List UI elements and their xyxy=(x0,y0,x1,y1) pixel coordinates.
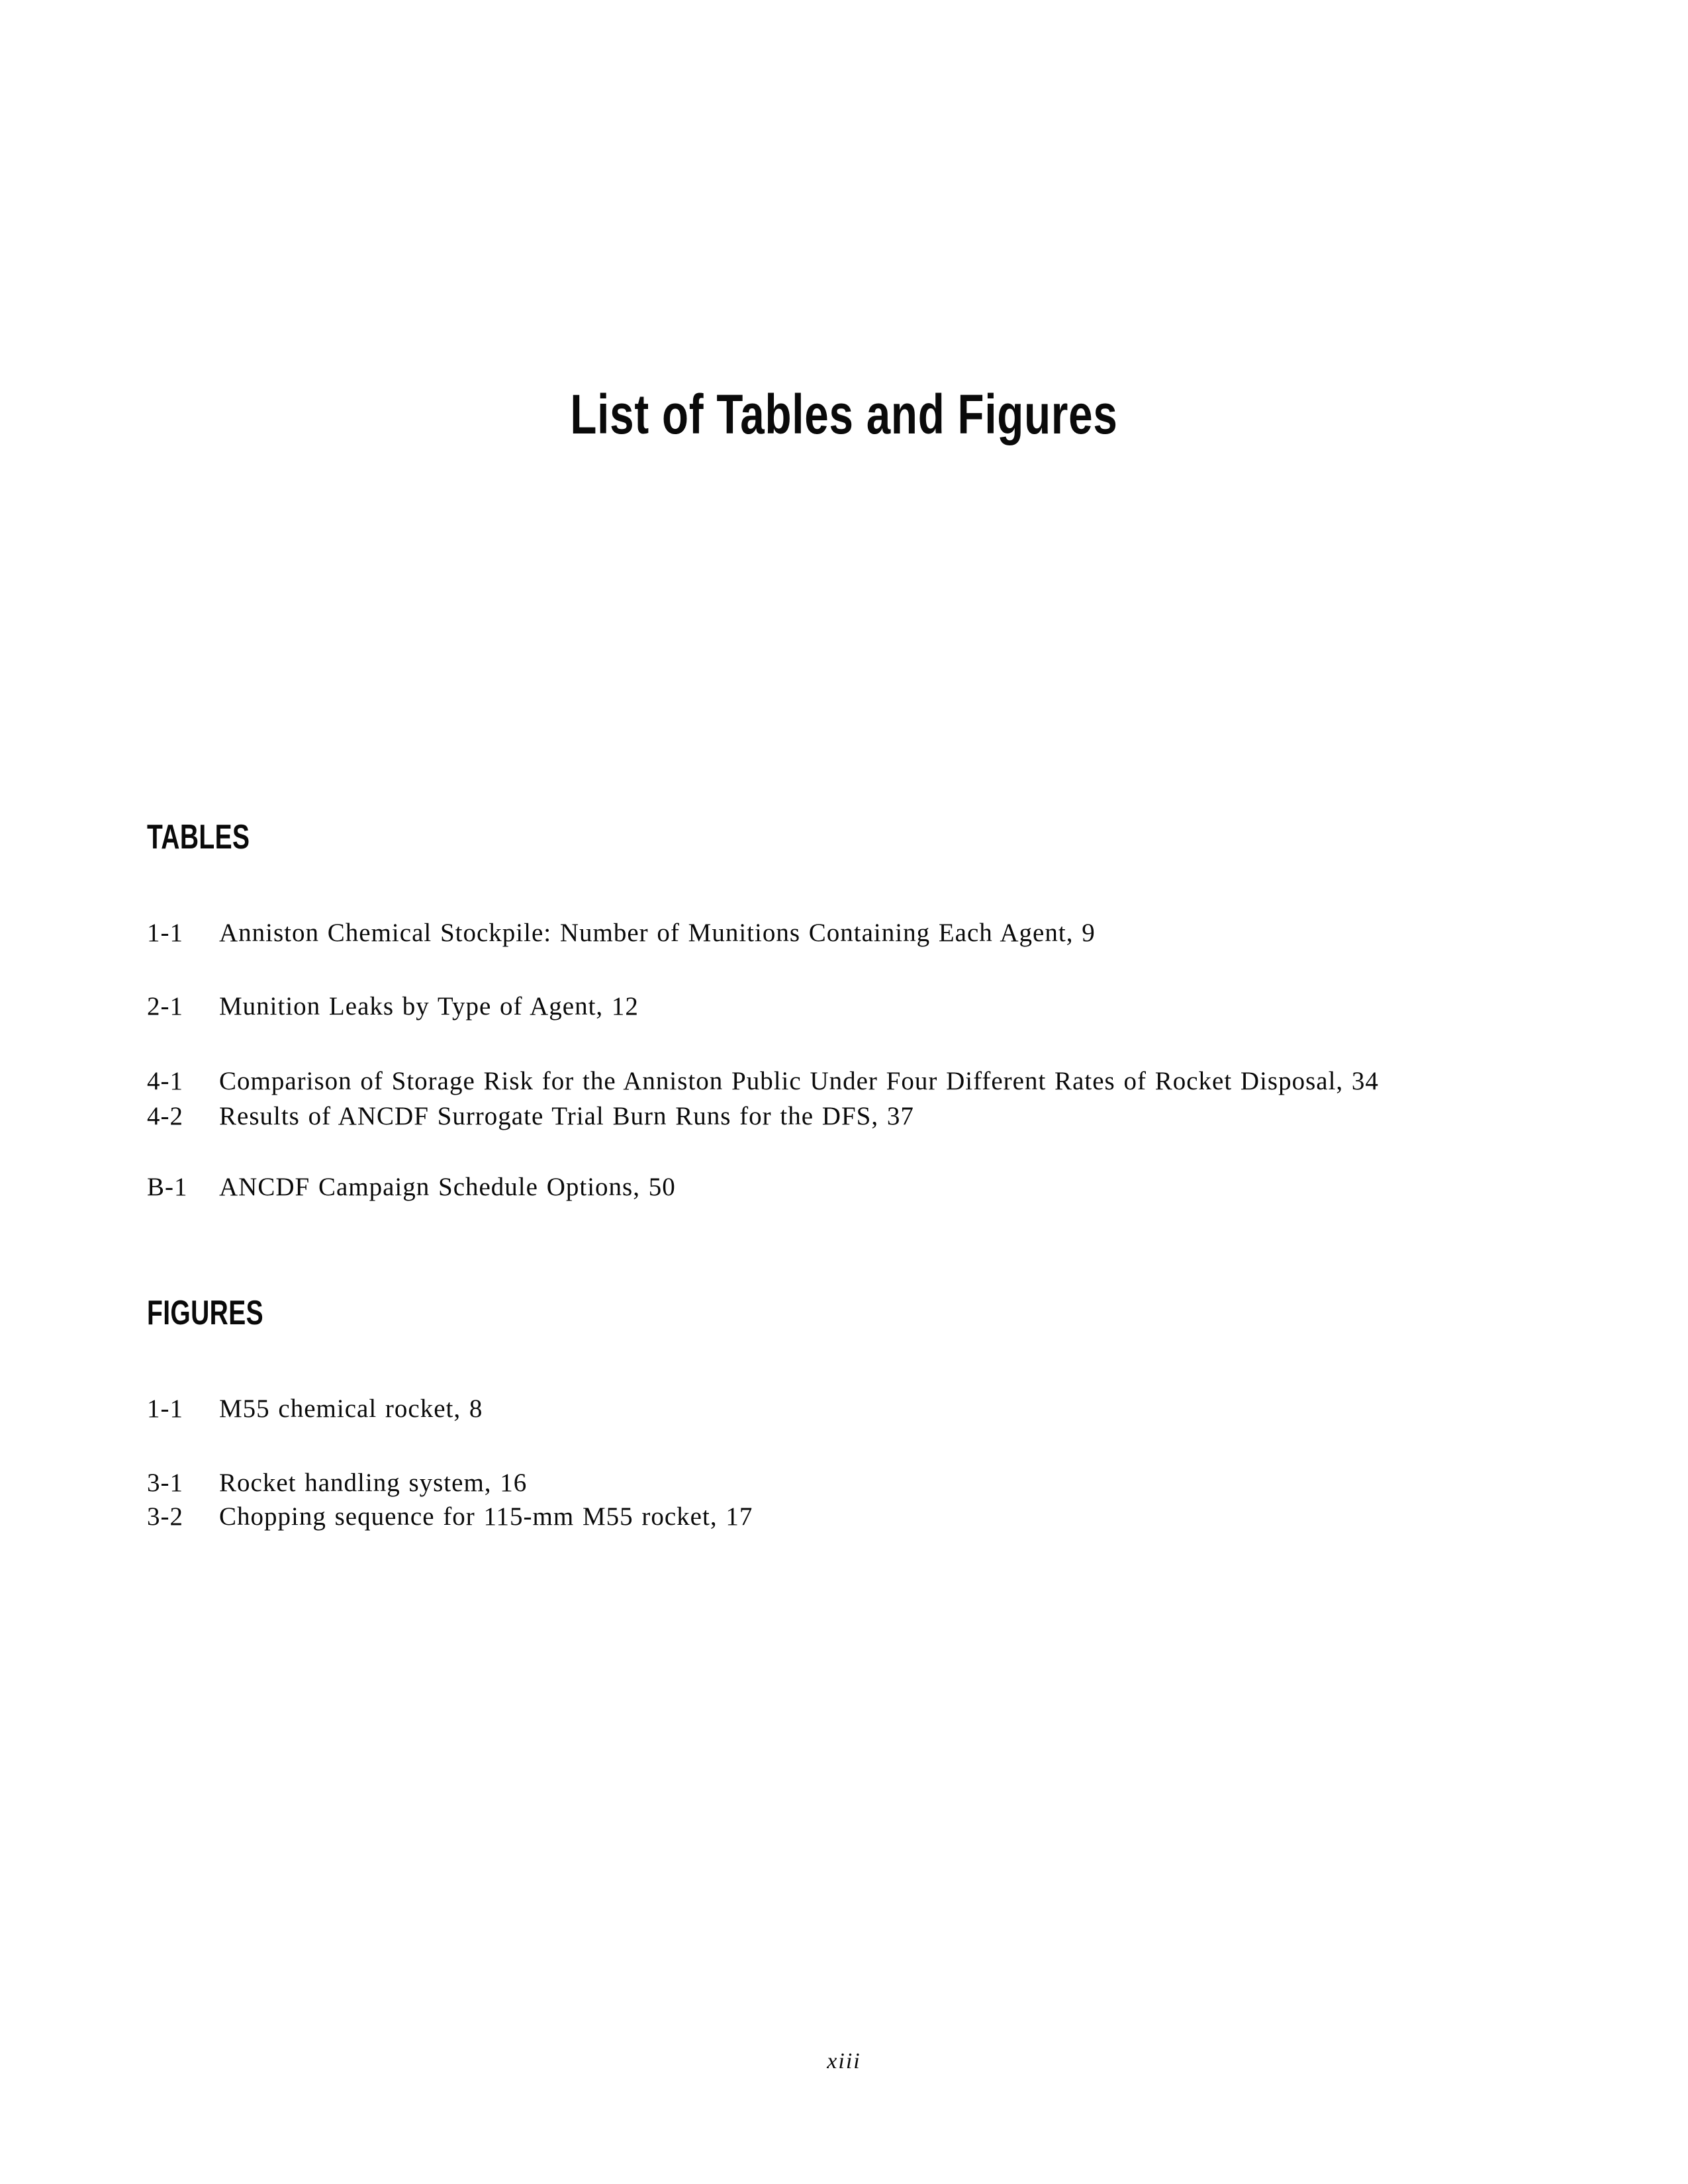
entry-number: 1-1 xyxy=(147,1394,183,1423)
page-number: xiii xyxy=(827,2049,861,2073)
entry-number: 4-1 xyxy=(147,1067,183,1095)
figure-entry xyxy=(147,1394,483,1424)
entry-label: Rocket handling system, 16 xyxy=(219,1469,528,1497)
entry-label: Munition Leaks by Type of Agent, 12 xyxy=(219,992,639,1021)
entry-label: Chopping sequence for 115-mm M55 rocket, 17 xyxy=(219,1502,753,1531)
entry-number: 4-2 xyxy=(147,1102,183,1130)
entry-number: 1-1 xyxy=(147,919,183,947)
table-entry xyxy=(147,991,639,1022)
entry-number: B-1 xyxy=(147,1173,188,1201)
figure-entry xyxy=(147,1468,527,1498)
entry-label: M55 chemical rocket, 8 xyxy=(219,1394,483,1423)
entry-label: Results of ANCDF Surrogate Trial Burn Runs for the DFS, 37 xyxy=(219,1102,914,1130)
figure-entry xyxy=(147,1502,753,1532)
tables-section-heading: TABLES xyxy=(147,818,250,856)
entry-label: Anniston Chemical Stockpile: Number of Munitions Containing Each Agent, 9 xyxy=(219,919,1096,947)
page-title: List of Tables and Figures xyxy=(570,383,1118,445)
table-entry xyxy=(147,1101,914,1132)
entry-number: 3-1 xyxy=(147,1469,183,1497)
entry-label: Comparison of Storage Risk for the Anniston Public Under Four Different Rates of Rocket Disposal, 34 xyxy=(219,1067,1379,1095)
table-entry xyxy=(147,918,1096,948)
entry-number: 2-1 xyxy=(147,992,183,1021)
table-entry xyxy=(147,1066,1379,1097)
table-entry xyxy=(147,1172,676,1203)
entry-label: ANCDF Campaign Schedule Options, 50 xyxy=(219,1173,676,1201)
figures-section-heading: FIGURES xyxy=(147,1294,263,1332)
entry-number: 3-2 xyxy=(147,1502,183,1531)
